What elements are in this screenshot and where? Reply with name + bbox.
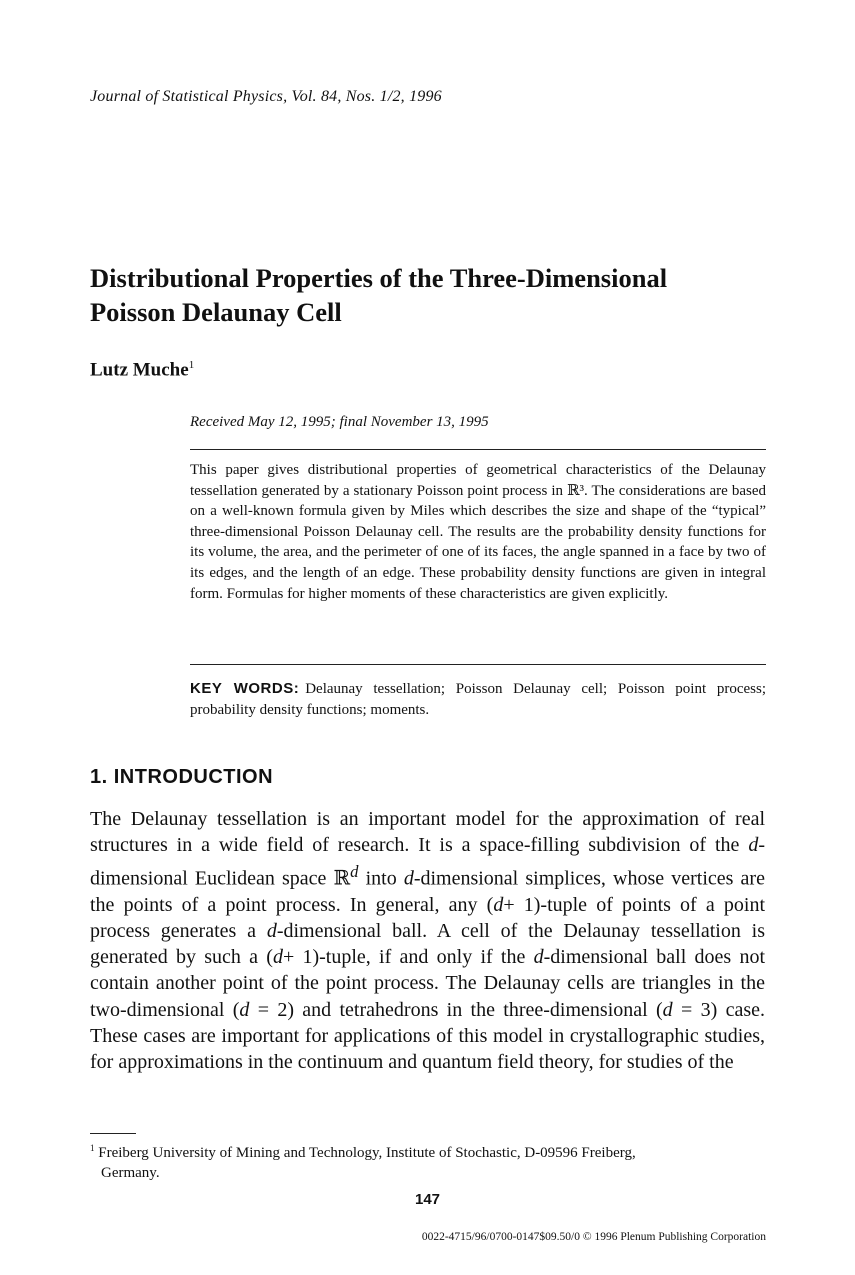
title-line-1: Distributional Properties of the Three-Dimensional (90, 263, 668, 293)
section-heading: 1. INTRODUCTION (90, 766, 274, 788)
title-line-2: Poisson Delaunay Cell (90, 297, 342, 327)
abstract-top-rule (190, 449, 766, 450)
received-dates: Received May 12, 1995; final November 13, 1995 (190, 414, 489, 430)
author-footnote-mark: 1 (188, 359, 195, 371)
page-number: 147 (414, 1191, 441, 1208)
author-name: Lutz Muche (90, 359, 189, 381)
keywords (190, 679, 766, 720)
keywords-text: Delaunay tessellation; Poisson Delaunay cell; Poisson point process; probability density functions; moments. (190, 681, 766, 718)
footnote-mark: 1 (90, 1143, 95, 1153)
keywords-label: KEY WORDS: (190, 680, 300, 697)
footnote-line-1: Freiberg University of Mining and Technology, Institute of Stochastic, D-09596 Freiberg, (98, 1145, 636, 1161)
footnote-rule (90, 1133, 136, 1134)
paper-title (90, 261, 790, 329)
abstract-bottom-rule (190, 664, 766, 665)
footnote (90, 1138, 766, 1183)
introduction-paragraph: The Delaunay tessellation is an important model for the approximation of real structures in a wide field of research. It is a space-filling subdivision of the d-dimensional Euclidean space ℝ$^d$ into d-dimensional simplices, whose vertices are the points of a point process. In general, any (d+ 1)-tuple of points of a point process generates a d-dimensional ball. A cell of the Delaunay tessellation is generated by such a (d+ 1)-tuple, if and only if the d-dimensional ball does not contain another point of the point process. The Delaunay cells are triangles in the two-dimensional (d = 2) and tetrahedrons in the three-dimensional (d = 3) case. These cases are important for applications of this model in crystallographic studies, for approximations in the continuum and quantum field theory, for studies of the (90, 808, 766, 1074)
footnote-line-2: Germany. (101, 1165, 160, 1181)
author (90, 359, 194, 381)
journal-header: Journal of Statistical Physics, Vol. 84, Nos. 1/2, 1996 (90, 88, 442, 105)
copyright-line: 0022-4715/96/0700-0147$09.50/0 © 1996 Plenum Publishing Corporation (421, 1231, 766, 1243)
abstract: This paper gives distributional properties of geometrical characteristics of the Delaunay tessellation generated by a stationary Poisson point process in ℝ³. The considerations are based on a well-known formula given by Miles which describes the size and shape of the “typical” three-dimensional Poisson Delaunay cell. The results are the probability density functions for its volume, the area, and the perimeter of one of its faces, the angle spanned in a face by two of its edges, and the length of an edge. These probability density functions are given in integral form. Formulas for higher moments of these characteristics are given explicitly. (190, 462, 766, 602)
